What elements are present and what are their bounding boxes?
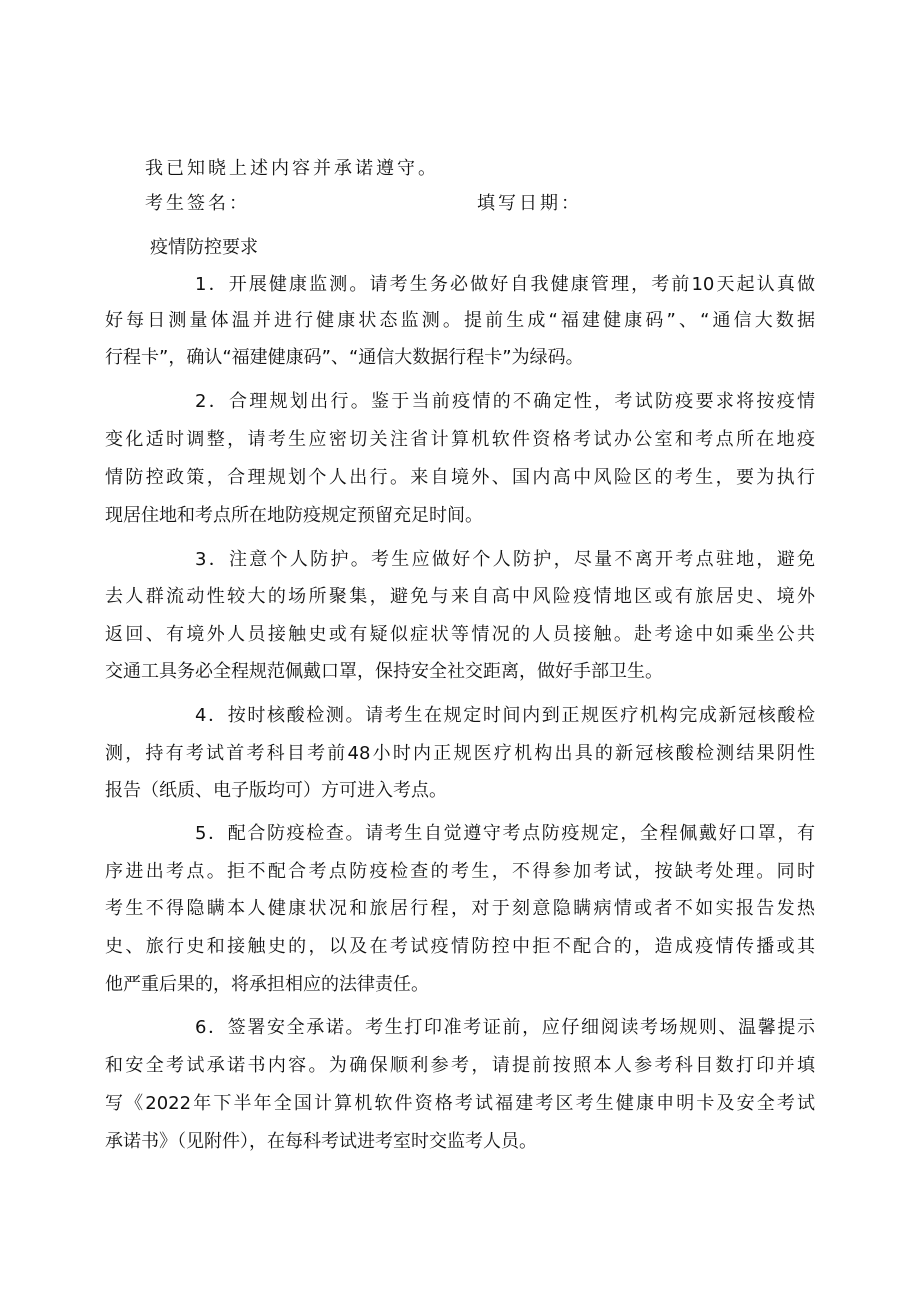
paragraph-5-line-5: 他严重后果的，将承担相应的法律责任。 <box>105 974 429 995</box>
paragraph-6-line-1: 6．签署安全承诺。考生打印准考证前，应仔细阅读考场规则、温馨提示 <box>195 1017 815 1038</box>
paragraph-6-line-2: 和安全考试承诺书内容。为确保顺利参考，请提前按照本人参考科目数打印并填 <box>105 1055 815 1076</box>
paragraph-3-line-3: 返回、有境外人员接触史或有疑似症状等情况的人员接触。赴考途中如乘坐公共 <box>105 624 815 645</box>
signature-label: 考生签名： <box>145 193 250 214</box>
paragraph-2-line-1: 2．合理规划出行。鉴于当前疫情的不确定性，考试防疫要求将按疫情 <box>195 391 815 412</box>
paragraph-3-line-4: 交通工具务必全程规范佩戴口罩，保持安全社交距离，做好手部卫生。 <box>105 661 663 682</box>
paragraph-1-line-3: 行程卡”，确认“福建健康码”、“通信大数据行程卡”为绿码。 <box>105 347 584 368</box>
paragraph-5-line-2: 序进出考点。拒不配合考点防疫检查的考生，不得参加考试，按缺考处理。同时 <box>105 861 815 882</box>
date-label: 填写日期： <box>477 193 582 214</box>
section-title: 疫情防控要求 <box>150 237 258 258</box>
paragraph-4-line-2: 测，持有考试首考科目考前48小时内正规医疗机构出具的新冠核酸检测结果阴性 <box>105 743 815 764</box>
paragraph-5-line-3: 考生不得隐瞒本人健康状况和旅居行程，对于刻意隐瞒病情或者不如实报告发热 <box>105 898 815 919</box>
paragraph-6-line-3: 写《2022年下半年全国计算机软件资格考试福建考区考生健康申明卡及安全考试 <box>105 1093 815 1114</box>
paragraph-5-line-4: 史、旅行史和接触史的，以及在考试疫情防控中拒不配合的，造成疫情传播或其 <box>105 936 815 957</box>
paragraph-3-line-1: 3．注意个人防护。考生应做好个人防护，尽量不离开考点驻地，避免 <box>195 549 815 570</box>
paragraph-3-line-2: 去人群流动性较大的场所聚集，避免与来自高中风险疫情地区或有旅居史、境外 <box>105 586 815 607</box>
commitment-statement: 我已知晓上述内容并承诺遵守。 <box>145 158 439 179</box>
paragraph-2-line-4: 现居住地和考点所在地防疫规定预留充足时间。 <box>105 505 483 526</box>
paragraph-5-line-1: 5．配合防疫检查。请考生自觉遵守考点防疫规定，全程佩戴好口罩，有 <box>195 823 815 844</box>
paragraph-6-line-4: 承诺书》（见附件），在每科考试进考室时交监考人员。 <box>105 1131 537 1152</box>
paragraph-4-line-3: 报告（纸质、电子版均可）方可进入考点。 <box>105 780 447 801</box>
paragraph-2-line-2: 变化适时调整，请考生应密切关注省计算机软件资格考试办公室和考点所在地疫 <box>105 429 815 450</box>
paragraph-1-line-1: 1．开展健康监测。请考生务必做好自我健康管理，考前10天起认真做 <box>195 274 815 295</box>
paragraph-4-line-1: 4．按时核酸检测。请考生在规定时间内到正规医疗机构完成新冠核酸检 <box>195 705 815 726</box>
paragraph-1-line-2: 好每日测量体温并进行健康状态监测。提前生成“福建健康码”、“通信大数据 <box>105 310 815 331</box>
paragraph-2-line-3: 情防控政策，合理规划个人出行。来自境外、国内高中风险区的考生，要为执行 <box>105 467 815 488</box>
